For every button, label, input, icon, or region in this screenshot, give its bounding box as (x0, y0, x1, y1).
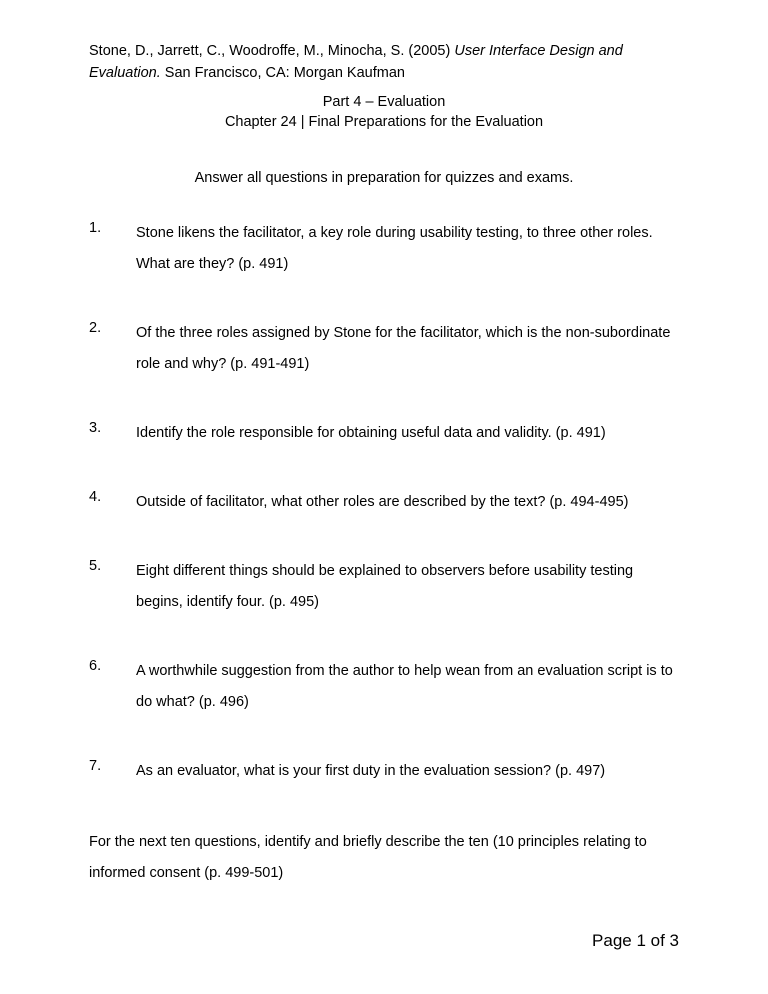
question-text: Of the three roles assigned by Stone for the facilitator, which is the non-subordinate role and why? (p. 491-491) (136, 325, 671, 372)
question-number: 4. (89, 489, 102, 505)
question-text: Identify the role responsible for obtaining useful data and validity. (p. 491) (136, 425, 606, 441)
page-number: Page 1 of 3 (592, 931, 679, 950)
question-text: A worthwhile suggestion from the author to help wean from an evaluation script is to do what? (p. 496) (136, 663, 673, 710)
chapter-heading: Chapter 24 | Final Preparations for the Evaluation (224, 114, 544, 130)
question-number: 7. (89, 758, 102, 774)
citation-title: User Interface Design and Evaluation. (89, 43, 623, 81)
citation (89, 40, 689, 84)
question-text: Stone likens the facilitator, a key role during usability testing, to three other roles. What are they? (p. 491) (136, 225, 653, 272)
citation-authors: Stone, D., Jarrett, C., Woodroffe, M., Minocha, S. (2005) (89, 43, 455, 59)
question-number: 2. (89, 320, 102, 336)
question-number: 1. (89, 220, 102, 236)
question-text: As an evaluator, what is your first duty in the evaluation session? (p. 497) (136, 763, 606, 779)
citation-publisher: San Francisco, CA: Morgan Kaufman (160, 65, 405, 81)
question-text: Outside of facilitator, what other roles are described by the text? (p. 494-495) (136, 494, 629, 510)
question-number: 3. (89, 420, 102, 436)
instructions: Answer all questions in preparation for quizzes and exams. (194, 170, 574, 186)
closing-text: For the next ten questions, identify and briefly describe the ten (10 principles relating to informed consent (p. 499-501) (89, 834, 647, 881)
part-heading: Part 4 – Evaluation (322, 94, 446, 110)
question-text: Eight different things should be explained to observers before usability testing begins, identify four. (p. 495) (136, 563, 634, 610)
question-number: 6. (89, 658, 102, 674)
question-number: 5. (89, 558, 102, 574)
